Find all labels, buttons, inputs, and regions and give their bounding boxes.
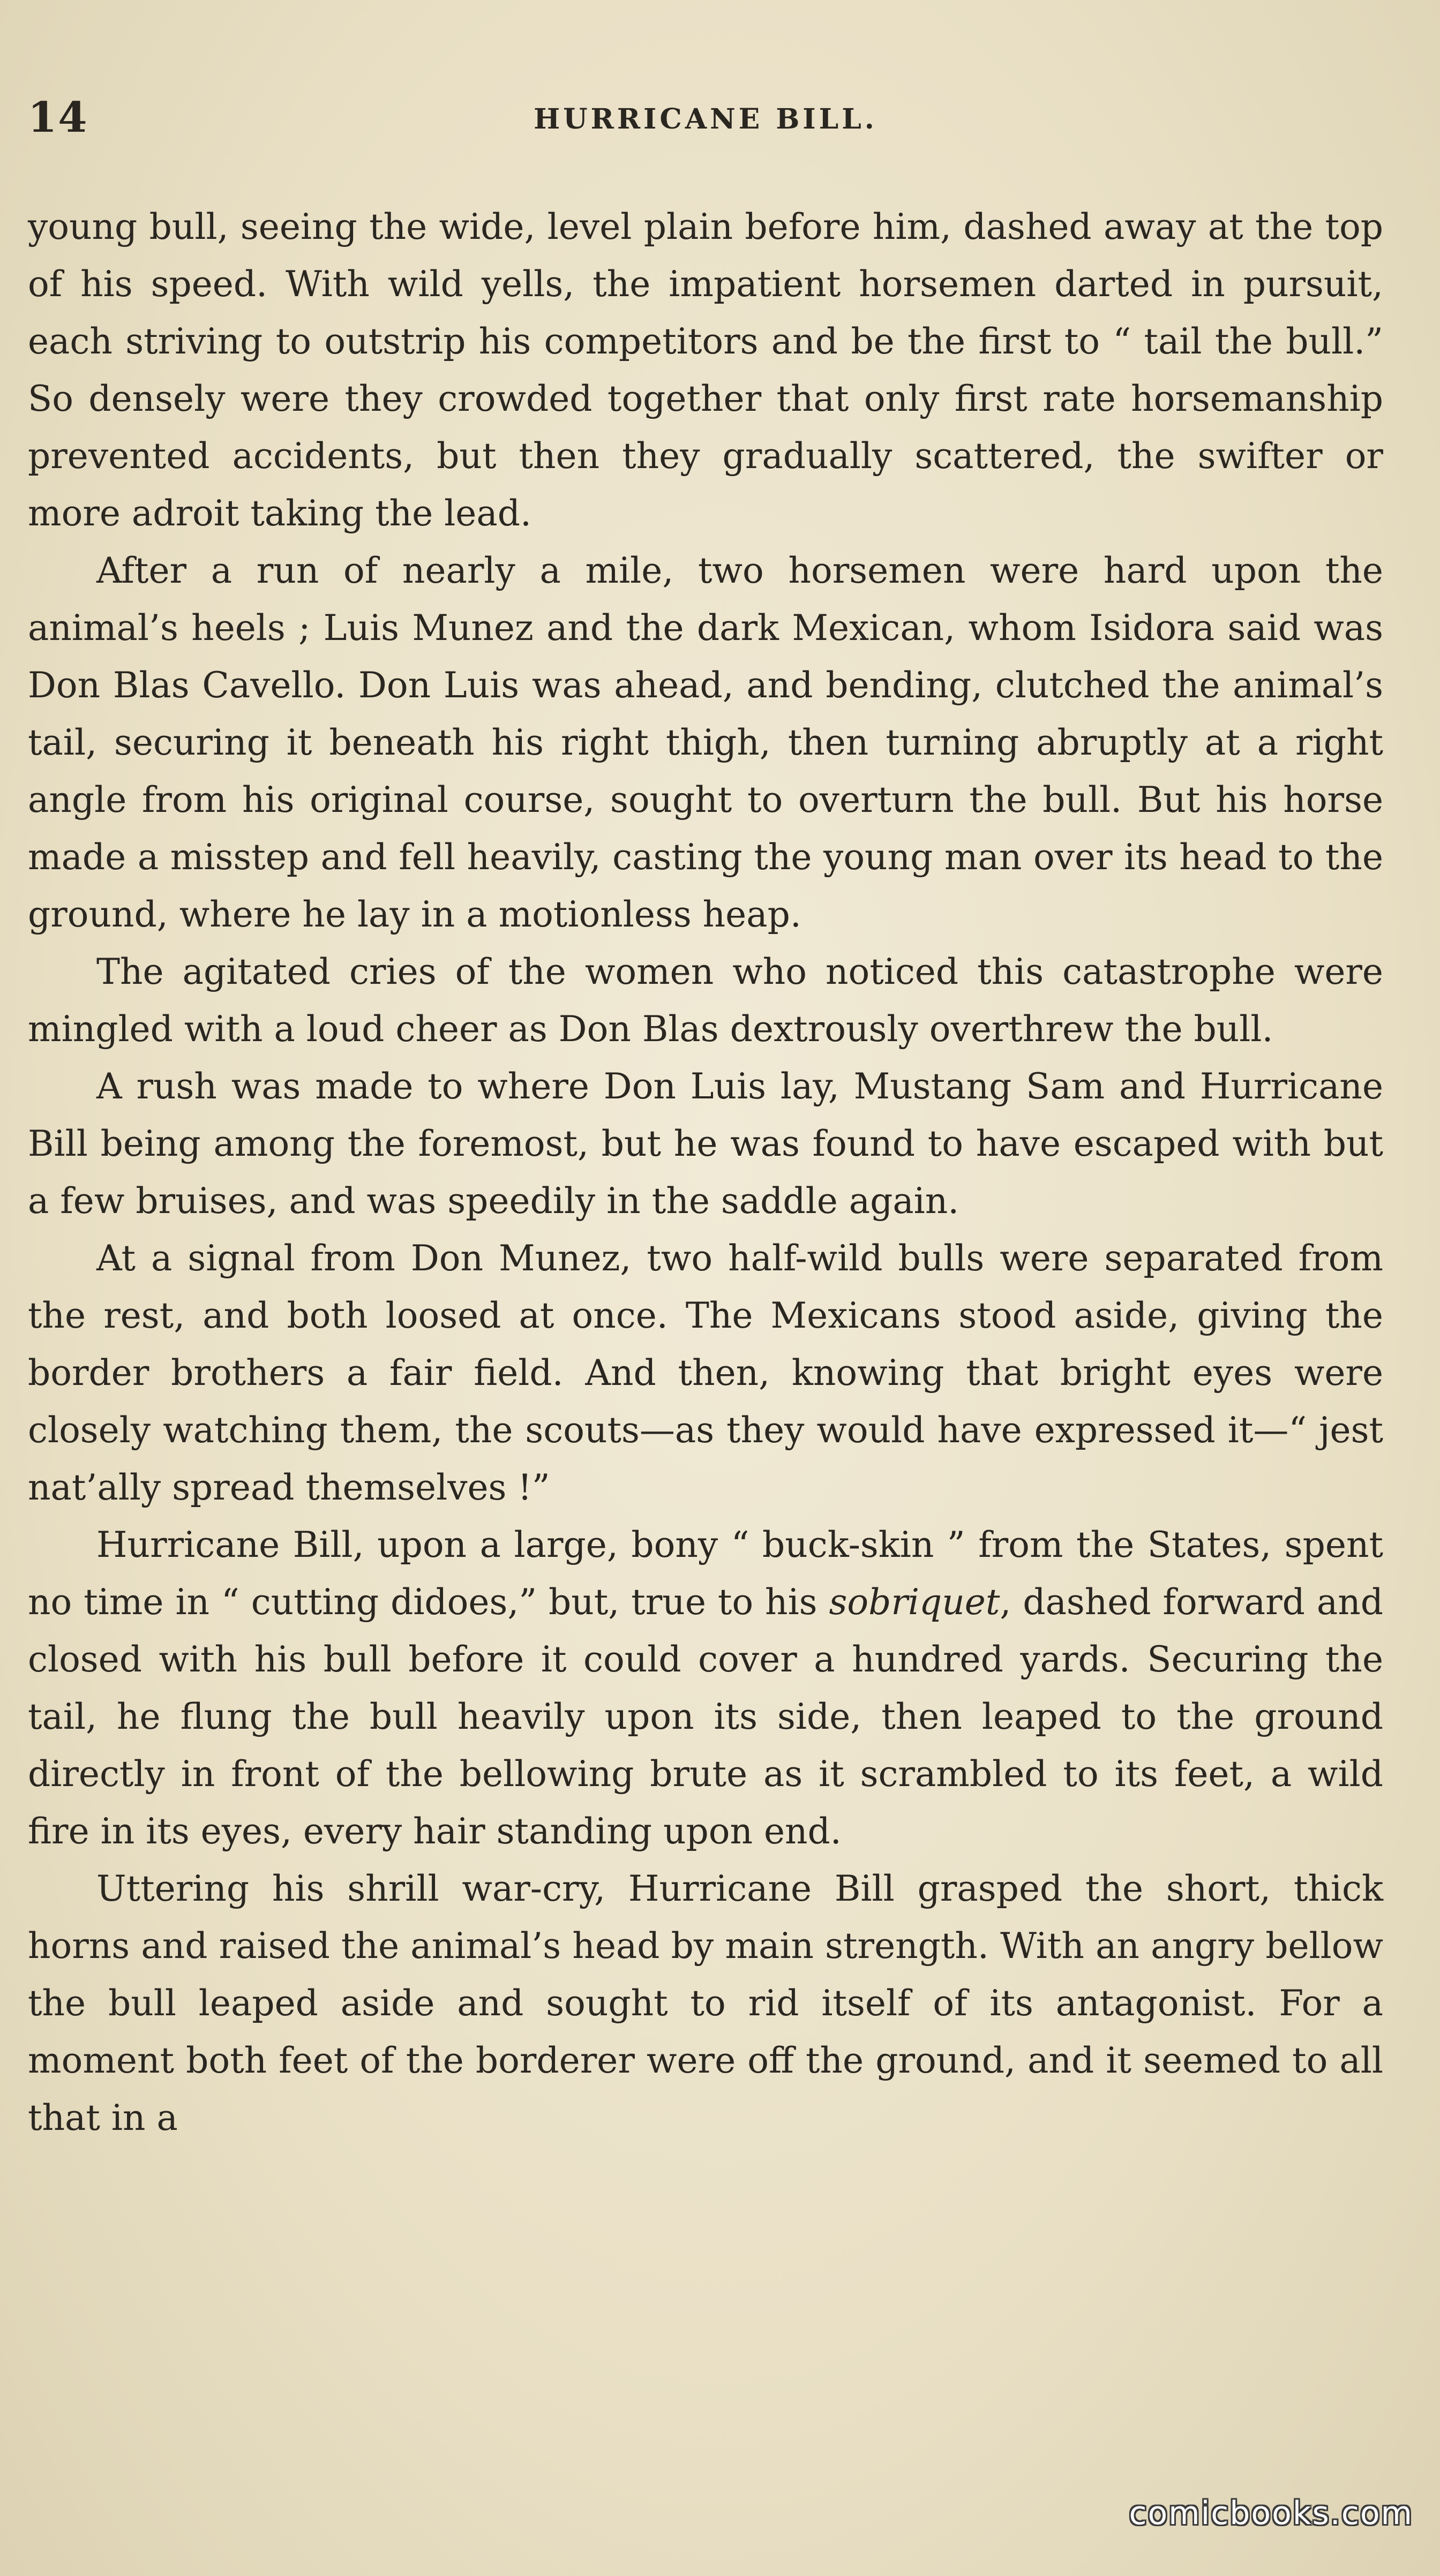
paragraph: young bull, seeing the wide, level plain before him, dashed away at the top of his speed. With wild yells, the impatient horsemen darted in pursuit, each striving to outstrip his competitors and be the first to “ tail the bull.” So densely were they crowded together that only first rate horsemanship prevented accidents, but then they gradually scattered, the swifter or more adroit taking the lead.	[28, 206, 1383, 534]
paragraph: Uttering his shrill war-cry, Hurricane Bill grasped the short, thick horns and raised the animal’s head by main strength. With an angry bellow the bull leaped aside and sought to rid itself of its antagonist. For a moment both feet of the borderer were off the ground, and it seemed to all that in a	[28, 1868, 1383, 2138]
body-text	[28, 198, 1383, 2146]
paragraph: A rush was made to where Don Luis lay, Mustang Sam and Hurricane Bill being among the foremost, but he was found to have escaped with but a few bruises, and was speedily in the saddle again.	[28, 1066, 1383, 1222]
page-header	[28, 91, 1383, 145]
running-head: HURRICANE BILL.	[534, 103, 878, 135]
paragraph-text: , dashed forward and closed with his bull before it could cover a hundred yards. Securing the tail, he flung the bull heavily upon its side, then leaped to the ground directly in front of the bellowing brute as it scrambled to its feet, a wild fire in its eyes, every hair standing upon end.	[28, 1581, 1383, 1852]
italic-word: sobriquet	[829, 1581, 1000, 1623]
paragraph: After a run of nearly a mile, two horsemen were hard upon the animal’s heels ; Luis Munez and the dark Mexican, whom Isidora said was Don Blas Cavello. Don Luis was ahead, and bending, clutched the animal’s tail, securing it beneath his right thigh, then turning abruptly at a right angle from his original course, sought to overturn the bull. But his horse made a misstep and fell heavily, casting the young man over its head to the ground, where he lay in a motionless heap.	[28, 550, 1383, 935]
paragraph	[28, 1516, 1383, 1860]
paragraph-text: Hurricane Bill, upon a large, bony “ buck-skin ” from the States, spent no time in “ cutting didoes,” but, true to his	[28, 1524, 1383, 1623]
watermark: comicbooks.com	[1129, 2495, 1413, 2532]
page-number: 14	[28, 93, 88, 142]
paragraph: The agitated cries of the women who noticed this catastrophe were mingled with a loud cheer as Don Blas dextrously overthrew the bull.	[28, 951, 1383, 1050]
paragraph: At a signal from Don Munez, two half-wild bulls were separated from the rest, and both loosed at once. The Mexicans stood aside, giving the border brothers a fair field. And then, knowing that bright eyes were closely watching them, the scouts—as they would have expressed it—“ jest nat’ally spread themselves !”	[28, 1238, 1383, 1508]
